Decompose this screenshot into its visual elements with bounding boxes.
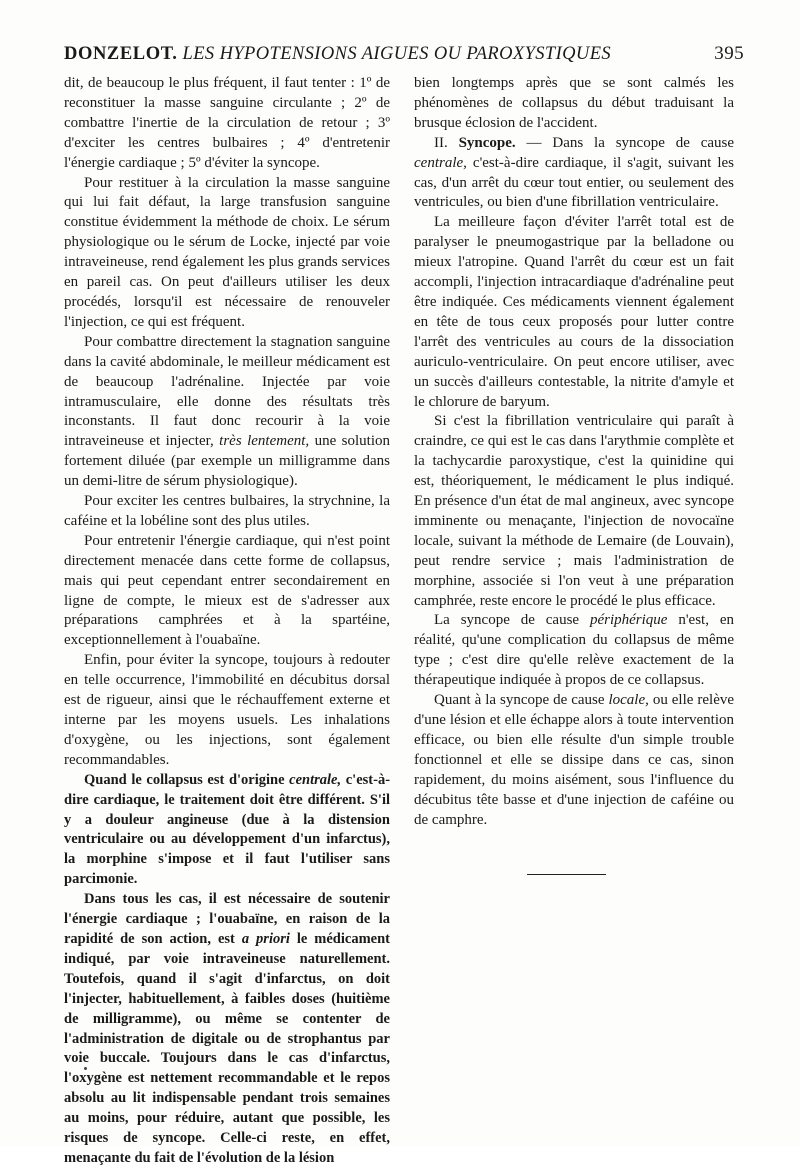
page-number: 395: [714, 43, 744, 64]
paragraph: Pour restituer à la circulation la masse sanguine qui lui fait défaut, la large transfusion sanguine constitue évidemment la méthode de choix. Le sérum physiologique ou le sérum de Locke, injecté par voie intraveineuse, rend également les plus grands services en pareil cas. On peut d'ailleurs utiliser les deux procédés, lorsqu'il est nécessaire de renouveler l'injection, ce qui est fréquent.: [64, 174, 390, 330]
emphasis: a priori: [241, 930, 290, 947]
paragraph: Pour exciter les centres bulbaires, la strychnine, la caféine et la lobéline sont des plus utiles.: [64, 493, 390, 529]
paragraph: bien longtemps après que se sont calmés les phénomènes de collapsus du début traduisant la brusque éclosion de l'accident.: [414, 75, 734, 131]
emphasis: centrale,: [289, 771, 342, 788]
paragraph: Quant à la syncope de cause locale, ou elle relève d'une lésion et elle échappe alors à toute intervention efficace, ou bien elle résulte d'un simple trouble fonctionnel et elle se dissipe dans ce cas, sinon rapidement, du moins aisément, sous l'influence du décubitus tête basse et d'une injection de caféine ou de camphre.: [414, 692, 735, 828]
emphasis: périphérique: [589, 612, 668, 629]
print-speck: [84, 1067, 87, 1070]
left-column: [64, 74, 390, 1169]
emphasis: très lentement,: [219, 433, 310, 450]
end-rule-divider: [527, 874, 606, 875]
paragraph: La meilleure façon d'éviter l'arrêt total est de paralyser le pneumogastrique par la belladone ou mieux l'atropine. Quand l'arrêt du cœur est un fait accompli, l'injection intracardiaque d'adrénaline peut être indiquée. Ces médicaments viennent également en tête de tous ceux proposés pour lutter contre l'arrêt des ventricules au cours de la dissociation auriculo-ventriculaire. On peut encore utiliser, avec un succès d'ailleurs contestable, la nitrite d'amyle et le chlorure de baryum.: [414, 214, 734, 410]
section-heading-paragraph: II. Syncope. — Dans la syncope de cause centrale, c'est-à-dire cardiaque, il s'agit, suivant les cas, d'un arrêt du cœur tout entier, ou seulement des ventricules, ou bien d'une fibrillation ventriculaire.: [414, 134, 735, 211]
header-author: DONZELOT.: [64, 44, 178, 64]
paragraph: Dans tous les cas, il est nécessaire de soutenir l'énergie cardiaque ; l'ouabaïne, en raison de la rapidité de son action, est a priori le médicament indiqué, par voie intraveineuse naturellement. Toutefois, quand il s'agit d'infarctus, on doit l'injecter, habituellement, à faibles doses (huitième de milligramme), ou même se contenter de l'administration de digitale ou de strophantus par voie buccale. Toujours dans le cas d'infarctus, l'oxygène est nettement recommandable et le repos absolu au lit indispensable pendant trois semaines au moins, pour réduire, autant que possible, les risques de syncope. Celle-ci reste, en effet, menaçante du fait de l'évolution de la lésion: [64, 891, 390, 1166]
right-column: [414, 74, 734, 830]
paragraph: Si c'est la fibrillation ventriculaire qui paraît à craindre, ce qui est le cas dans l'arythmie complète et la tachycardie paroxystique, c'est la quinidine qui est, théoriquement, le médicament le plus indiqué. En présence d'un état de mal angineux, avec syncope imminente ou menaçante, l'injection de novocaïne locale, suivant la méthode de Lemaire (de Louvain), peut rendre service ; mais l'administration de morphine, associée si l'on veut à une préparation camphrée, reste encore le procédé le plus efficace.: [414, 413, 734, 609]
emphasis: centrale,: [414, 154, 467, 171]
section-heading: Syncope.: [458, 134, 516, 151]
paragraph: Pour combattre directement la stagnation sanguine dans la cavité abdominale, le meilleur médicament est de beaucoup l'adrénaline. Injectée par voie intramusculaire, elle donne des résultats très inconstants. Il faut donc recourir à la voie intraveineuse et injecter, très lentement, une solution fortement diluée (par exemple un milligramme dans un demi-litre de sérum physiologique).: [64, 333, 390, 490]
paragraph: La syncope de cause périphérique n'est, en réalité, qu'une complication du collapsus de même type ; c'est dire qu'elle relève exactement de la thérapeutique indiquée à propos de ce collapsus.: [414, 612, 735, 689]
paragraph: Pour entretenir l'énergie cardiaque, qui n'est point directement menacée dans cette forme de collapsus, mais qui peut cependant entrer secondairement en ligne de compte, le mieux est de s'adresser aux préparations camphrées et à la spartéine, exceptionnellement à l'ouabaïne.: [64, 532, 390, 649]
paragraph: dit, de beaucoup le plus fréquent, il faut tenter : 1º de reconstituer la masse sanguine circulante ; 2º de combattre l'inertie de la circulation de retour ; 3º d'exciter les centres bulbaires ; 4º d'entretenir l'énergie cardiaque ; 5º d'éviter la syncope.: [64, 75, 390, 171]
paragraph: Enfin, pour éviter la syncope, toujours à redouter en telle occurrence, l'immobilité en décubitus dorsal est de rigueur, ainsi que le réchauffement externe et interne par les moyens usuels. Les inhalations d'oxygène, ou les injections, sont également recommandables.: [64, 652, 390, 768]
header-title: LES HYPOTENSIONS AIGUES OU PAROXYSTIQUES: [182, 44, 612, 64]
paragraph: Quand le collapsus est d'origine centrale, c'est-à-dire cardiaque, le traitement doit être différent. S'il y a douleur angineuse (due à la distension ventriculaire ou au développement d'un infarctus), la morphine s'impose et il faut l'utiliser sans parcimonie.: [64, 771, 391, 888]
running-header: [64, 40, 744, 68]
emphasis: locale,: [608, 692, 649, 709]
